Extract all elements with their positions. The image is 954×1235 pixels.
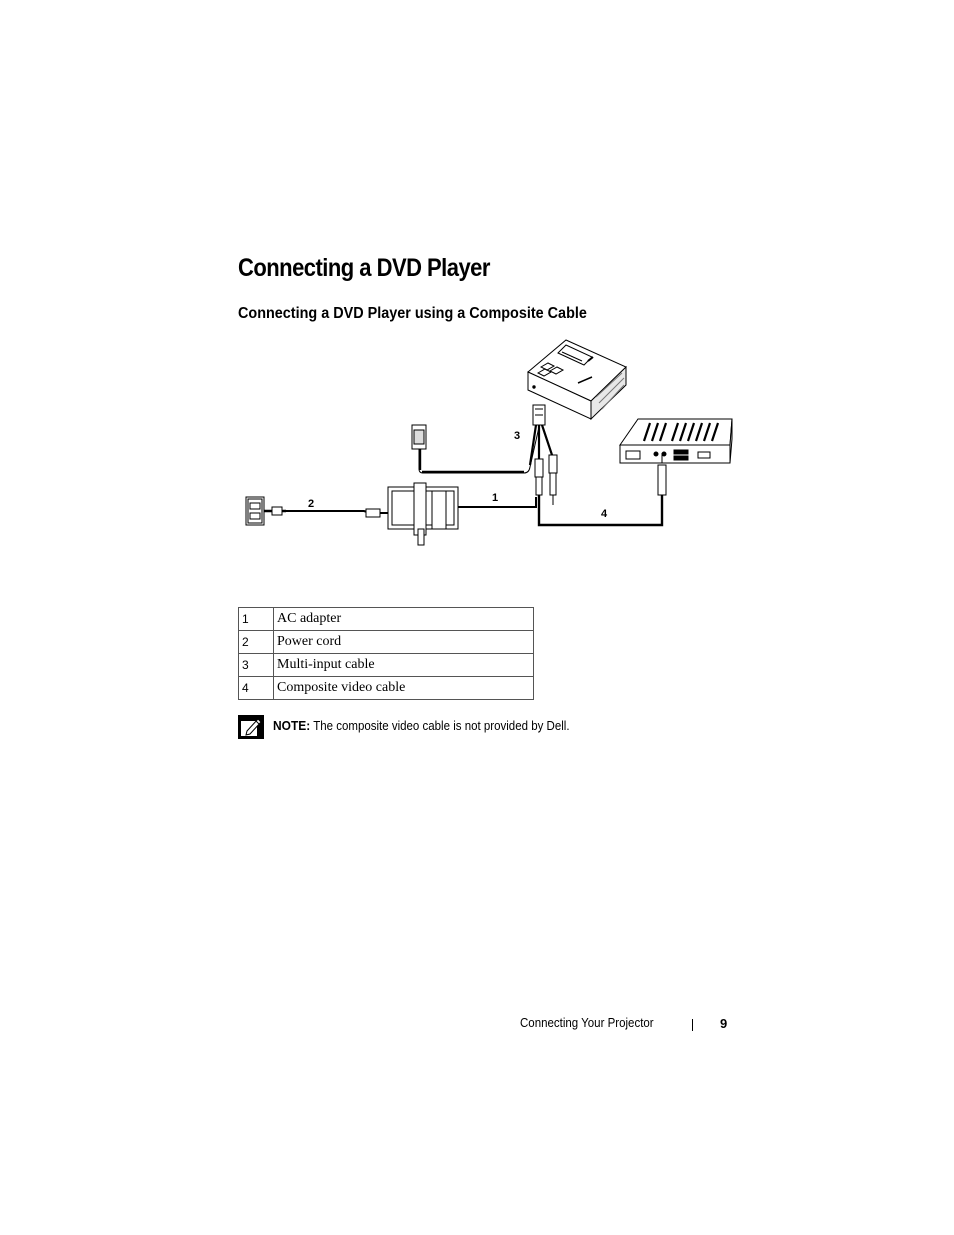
connection-diagram [236,335,736,555]
footer-separator [692,1019,693,1031]
page-title: Connecting a DVD Player [238,254,490,282]
wall-outlet-icon [246,497,264,525]
legend-number: 4 [239,677,274,700]
note-text [273,718,570,733]
callout-2: 2 [308,498,315,510]
ac-adapter-icon [388,483,536,545]
pencil-note-icon [238,715,264,739]
legend-label: Composite video cable [274,677,534,700]
note-body: The composite video cable is not provided by Dell. [313,719,570,733]
legend-number: 2 [239,631,274,654]
dvd-player-icon [620,419,732,463]
note-label: NOTE: [273,718,311,733]
legend-number: 3 [239,654,274,677]
legend-label: AC adapter [274,608,534,631]
table-row [239,608,534,631]
legend-number: 1 [239,608,274,631]
legend-label: Multi-input cable [274,654,534,677]
table-row [239,677,534,700]
page-number: 9 [720,1016,728,1031]
legend-label: Power cord [274,631,534,654]
legend-table [238,607,534,700]
table-row [239,654,534,677]
callout-3: 3 [514,430,521,442]
callout-4: 4 [601,508,608,520]
section-subtitle: Connecting a DVD Player using a Composite Cable [238,305,587,322]
footer-section-title: Connecting Your Projector [520,1016,654,1030]
callout-1: 1 [492,492,499,504]
table-row [239,631,534,654]
